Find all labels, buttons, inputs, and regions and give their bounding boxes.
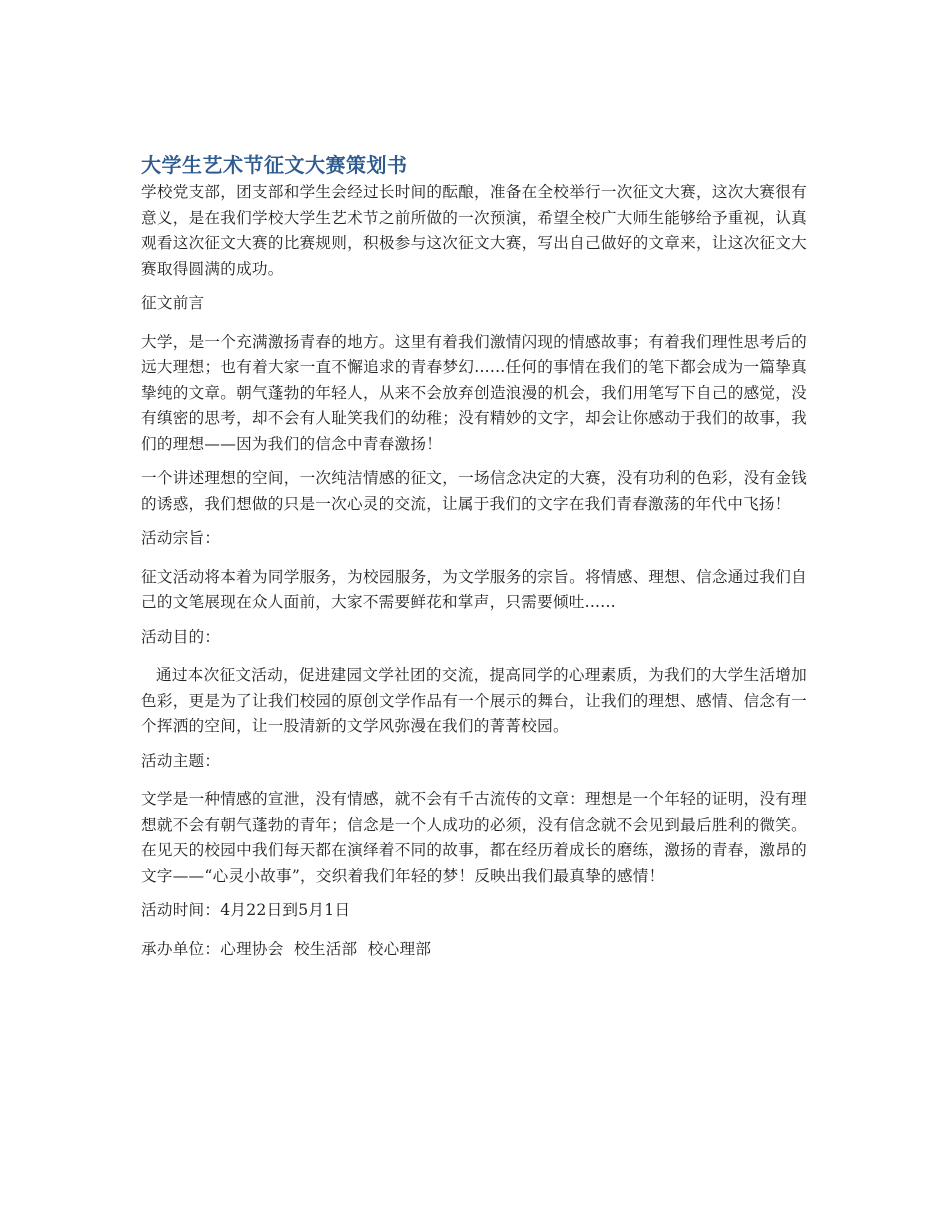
intro-paragraph: 学校党支部，团支部和学生会经过长时间的酝酿，准备在全校举行一次征文大赛，这次大赛很有意义，是在我们学校大学生艺术节之前所做的一次预演，希望全校广大师生能够给予重视，认真观看这次征文大赛的比赛规则，积极参与这次征文大赛，写出自己做好的文章来，让这次征文大赛取得圆满的成功。 xyxy=(141,183,807,278)
goal-heading: 活动目的： xyxy=(141,627,221,646)
theme-paragraph: 文学是一种情感的宣泄，没有情感，就不会有千古流传的文章：理想是一个年轻的证明，没有理想就不会有朝气蓬勃的青年；信念是一个人成功的必须，没有信念就不会见到最后胜利的微笑。在见天的校园中我们每天都在演绎着不同的故事，都在经历着成长的磨练，激扬的青春，激昂的文字——“心灵小故事”，交织着我们年轻的梦！反映出我们最真挚的感情！ xyxy=(141,790,807,885)
preface-heading: 征文前言 xyxy=(141,294,205,312)
document-page xyxy=(141,150,807,971)
organizer-line: 承办单位：心理协会 校生活部 校心理部 xyxy=(141,939,432,958)
document-title: 大学生艺术节征文大赛策划书 xyxy=(141,153,408,177)
goal-paragraph: 通过本次征文活动，促进建园文学社团的交流，提高同学的心理素质，为我们的大学生活增加色彩，更是为了让我们校园的原创文学作品有一个展示的舞台，让我们的理想、感情、信念有一个挥洒的空间，让一股清新的文学风弥漫在我们的菁菁校园。 xyxy=(141,666,807,735)
theme-heading: 活动主题： xyxy=(141,751,221,770)
preface-paragraph-2: 一个讲述理想的空间，一次纯洁情感的征文，一场信念决定的大赛，没有功利的色彩，没有金钱的诱惑，我们想做的只是一次心灵的交流，让属于我们的文字在我们青春激荡的年代中飞扬！ xyxy=(141,469,807,513)
time-line: 活动时间：4月22日到5月1日 xyxy=(141,901,351,919)
purpose-heading: 活动宗旨： xyxy=(141,529,221,547)
preface-paragraph-1: 大学，是一个充满激扬青春的地方。这里有着我们激情闪现的情感故事；有着我们理性思考后的远大理想；也有着大家一直不懈追求的青春梦幻......任何的事情在我们的笔下都会成为一篇挚真挚纯的文章。朝气蓬勃的年轻人，从来不会放弃创造浪漫的机会，我们用笔写下自己的感觉，没有缜密的思考，却不会有人耻笑我们的幼稚；没有精妙的文字，却会让你感动于我们的故事，我们的理想——因为我们的信念中青春激扬！ xyxy=(141,332,807,453)
purpose-paragraph: 征文活动将本着为同学服务，为校园服务，为文学服务的宗旨。将情感、理想、信念通过我们自己的文笔展现在众人面前，大家不需要鲜花和掌声，只需要倾吐...... xyxy=(141,567,807,611)
